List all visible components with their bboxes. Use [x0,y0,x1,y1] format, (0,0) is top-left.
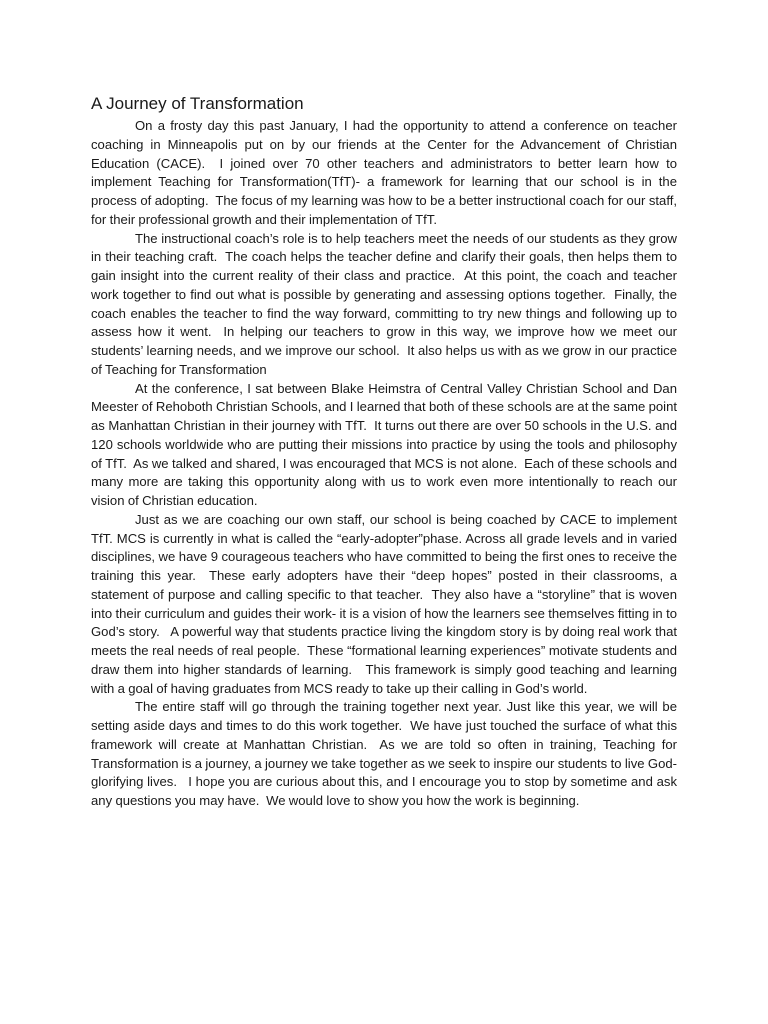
document-page [91,94,681,811]
paragraph-2: The instructional coach’s role is to help teachers meet the needs of our students as they grow in their teaching craft. The coach helps the teacher define and clarify their goals, then helps them to gain insight into the current reality of their class and practice. At this point, the coach and teacher work together to find out what is possible by generating and assessing options together. Finally, the coach enables the teacher to find the way forward, committing to try new things and following up to assess how it went. In helping our teachers to grow in this way, we improve how we meet our students’ learning needs, and we improve our school. It also helps us with as we grow in our practice of Teaching for Transformation [91,230,681,377]
paragraph-3: At the conference, I sat between Blake Heimstra of Central Valley Christian School and Dan Meester of Rehoboth Christian Schools, and I learned that both of these schools are at the same point as Manhattan Christian in their journey with TfT. It turns out there are over 50 schools in the U.S. and 120 schools worldwide who are putting their missions into practice by using the tools and philosophy of TfT. As we talked and shared, I was encouraged that MCS is not alone. Each of these schools and many more are taking this opportunity along with us to work even more intentionally to reach our vision of Christian education. [91,380,681,508]
paragraph-4: Just as we are coaching our own staff, our school is being coached by CACE to implement TfT. MCS is currently in what is called the “early-adopter”phase. Across all grade levels and in varied disciplines, we have 9 courageous teachers who have committed to being the first ones to receive the training this year. These early adopters have their “deep hopes” posted in their classrooms, a statement of purpose and calling specific to that teacher. They also have a “storyline” that is woven into their curriculum and guides their work- it is a vision of how the learners see themselves fitting in to God’s story. A powerful way that students practice living the kingdom story is by doing real work that meets the real needs of real people. These “formational learning experiences” motivate students and draw them into higher standards of learning. This framework is simply good teaching and learning with a goal of having graduates from MCS ready to take up their calling in God’s world. [91,511,681,696]
document-title: A Journey of Transformation [91,94,304,113]
paragraph-5: The entire staff will go through the training together next year. Just like this year, we will be setting aside days and times to do this work together. We have just touched the surface of what this framework will create at Manhattan Christian. As we are told so often in training, Teaching for Transformation is a journey, a journey we take together as we seek to inspire our students to live God-glorifying lives. I hope you are curious about this, and I encourage you to stop by sometime and ask any questions you may have. We would love to show you how the work is beginning. [91,699,681,808]
paragraph-1: On a frosty day this past January, I had the opportunity to attend a conference on teacher coaching in Minneapolis put on by our friends at the Center for the Advancement of Christian Education (CACE). I joined over 70 other teachers and administrators to better learn how to implement Teaching for Transformation(TfT)- a framework for learning that our school is in the process of adopting. The focus of my learning was how to be a better instructional coach for our staff, for their professional growth and their implementation of TfT. [91,118,681,227]
